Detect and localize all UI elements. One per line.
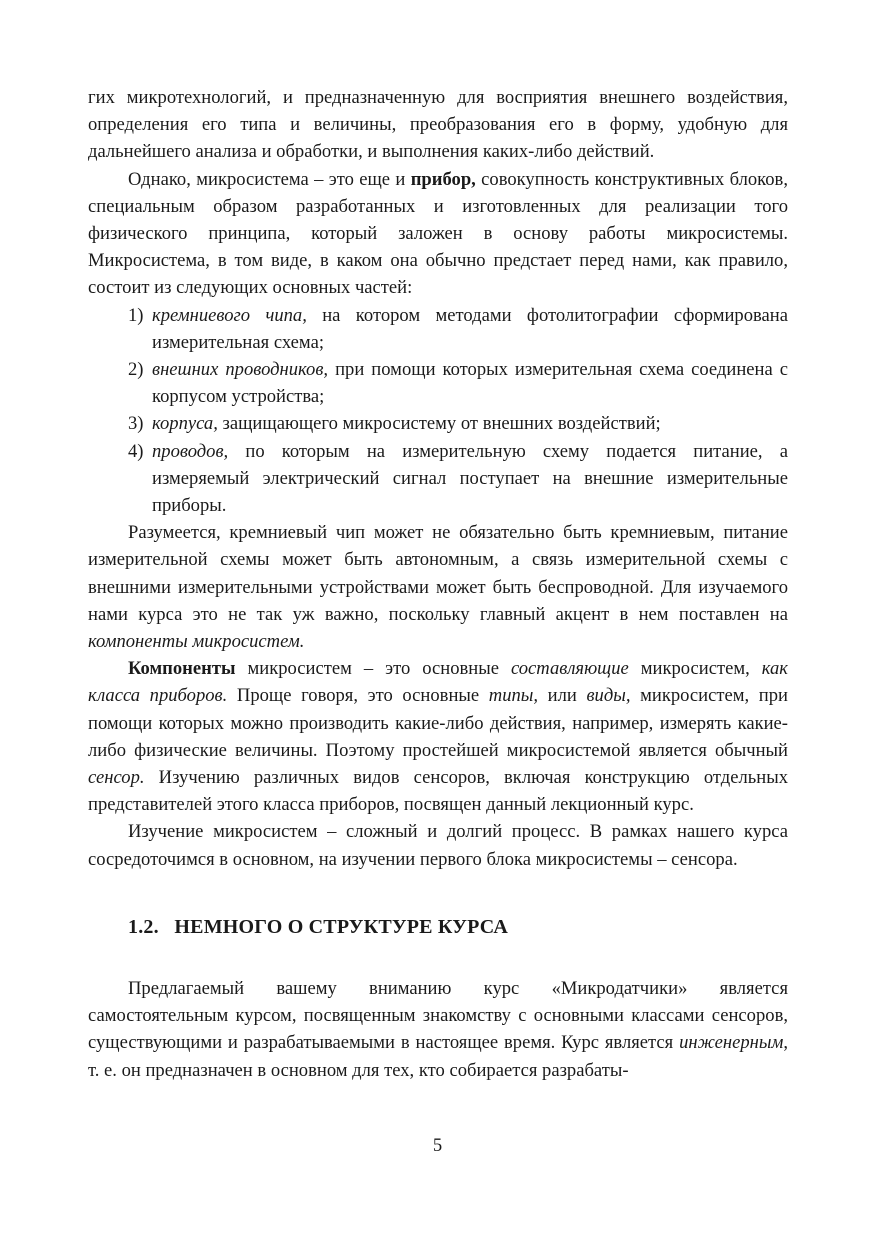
paragraph-4-italic-e: как класса приборов. — [88, 658, 788, 707]
paragraph-6-text-a: Предлагаемый вашему вниманию курс «Микродатчики» является самостоятельным курсом, посвященным знакомству с основными классами сенсоров, существующими и разрабатываемыми в настоящее время. Курс является — [88, 977, 788, 1054]
list-item-term: кремниевого чипа, — [152, 304, 307, 326]
list-item-number: 1) — [128, 304, 144, 326]
paragraph-2-bold-term: прибор, — [410, 168, 476, 190]
list-item-term: проводов, — [152, 440, 229, 462]
paragraph-2 — [88, 166, 788, 302]
paragraph-4-bold-term: Компоненты — [128, 658, 236, 680]
list-item — [88, 356, 788, 410]
paragraph-5: Изучение микросистем – сложный и долгий процесс. В рамках нашего курса сосредоточимся в основном, на изучении первого блока микросистемы – сенсора. — [88, 821, 788, 870]
list-item-text: защищающего микросистему от внешних воздействий; — [217, 413, 661, 435]
section-title: НЕМНОГО О СТРУКТУРЕ КУРСА — [174, 915, 509, 938]
paragraph-4-text-d: микросистем, — [628, 658, 762, 680]
list-item — [88, 410, 788, 437]
list-item-number: 2) — [128, 359, 144, 381]
page-number: 5 — [432, 1135, 443, 1156]
paragraph-2-text-c: совокупность конструктивных блоков, специальным образом разработанных и изготовленных для реализации того физического принципа, который заложен в основу работы микросистемы. Микросистема, в том виде, в каком она обычно предстает перед нами, как правило, состоит из следующих основных частей: — [88, 168, 788, 299]
paragraph-3-italic: компоненты микросистем. — [88, 631, 305, 653]
paragraph-4-text-b: микросистем – это основные — [235, 658, 511, 680]
section-heading — [88, 913, 788, 941]
list-item-term: внешних проводников, — [152, 359, 329, 381]
paragraph-3 — [88, 519, 788, 655]
list-item-text: по которым на измерительную схему подается питание, а измеряемый электрический сигнал поступает на внешние измерительные приборы. — [152, 440, 788, 517]
paragraph-4-italic-c: составляющие — [510, 658, 629, 680]
paragraph-4-text-f: Проще говоря, это основные — [227, 685, 489, 707]
paragraph-4-text-h: или — [538, 685, 587, 707]
page-body — [88, 84, 788, 1084]
list-item-term: корпуса, — [152, 413, 218, 435]
list-item — [88, 302, 788, 356]
list-item — [88, 438, 788, 520]
components-list — [88, 302, 788, 520]
list-item-text: на котором методами фотолитографии сформирована измерительная схема; — [152, 304, 788, 353]
list-item-number: 4) — [128, 440, 144, 462]
paragraph-4-text-l: Изучению различных видов сенсоров, включая конструкцию отдельных представителей этого класса приборов, посвящен данный лекционный курс. — [88, 767, 788, 816]
list-item-text: при помощи которых измерительная схема соединена с корпусом устройства; — [152, 359, 788, 408]
paragraph-4-text-j: микросистем, при помощи которых можно производить какие-либо действия, например, измерять какие-либо физические величины. Поэтому простейшей микросистемой является обычный — [88, 685, 789, 761]
paragraph-3-text: Разумеется, кремниевый чип может не обязательно быть кремниевым, питание измерительной схемы может быть автономным, а связь измерительной схемы с внешними измерительными устройствами может быть беспроводной. Для изучаемого нами курса это не так уж важно, поскольку главный акцент в нем поставлен на — [88, 522, 788, 625]
paragraph-6 — [88, 975, 788, 1084]
paragraph-6-italic: инженерным — [679, 1032, 784, 1054]
paragraph-1: гих микротехнологий, и предназначенную для восприятия внешнего воздействия, определения его типа и величины, преобразования его в форму, удобную для дальнейшего анализа и обработки, и выполнения каких-либо действий. — [88, 87, 788, 163]
list-item-number: 3) — [128, 413, 144, 435]
paragraph-2-text-a: Однако, микросистема – это еще и — [128, 168, 411, 190]
paragraph-4-italic-i: виды, — [586, 685, 631, 707]
paragraph-4-italic-g: типы, — [488, 685, 539, 707]
paragraph-6-text-c: , т. е. он предназначен в основном для тех, кто собирается разрабаты- — [88, 1032, 788, 1081]
paragraph-4-italic-k: сенсор. — [88, 767, 145, 789]
section-number: 1.2. — [128, 915, 159, 938]
paragraph-4 — [88, 655, 788, 818]
section-body — [88, 975, 788, 1084]
